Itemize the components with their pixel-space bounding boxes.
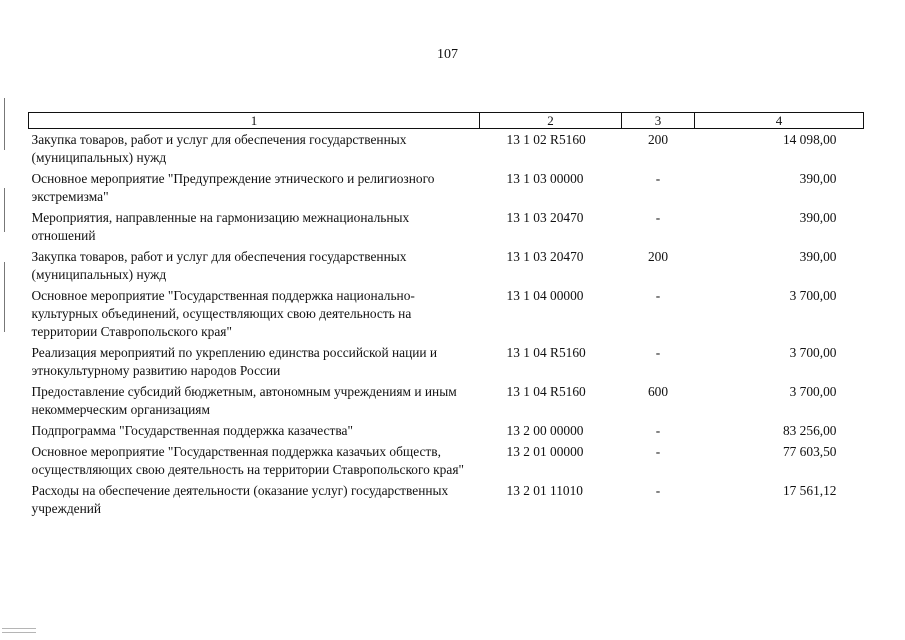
binding-margin-line <box>4 188 5 232</box>
row-type: - <box>655 288 661 303</box>
row-name: Реализация мероприятий по укреплению единства российской нации и этнокультурному развитию народов России <box>31 345 438 378</box>
table-row <box>29 482 864 521</box>
row-type: - <box>655 423 661 438</box>
row-code: 13 1 04 00000 <box>506 288 584 303</box>
row-amount: 390,00 <box>799 210 837 225</box>
row-name: Предоставление субсидий бюджетным, автономным учреждениям и иным некоммерческим организациям <box>31 384 457 417</box>
column-header-4: 4 <box>695 113 864 129</box>
row-code: 13 2 00 00000 <box>506 423 584 438</box>
row-amount: 3 700,00 <box>789 288 837 303</box>
row-code: 13 2 01 11010 <box>506 483 583 498</box>
row-code: 13 1 02 R5160 <box>506 132 586 147</box>
row-type: 200 <box>647 249 669 264</box>
row-code: 13 1 03 20470 <box>506 210 584 225</box>
row-amount: 83 256,00 <box>782 423 837 438</box>
table-row <box>29 422 864 443</box>
binding-margin-line <box>4 262 5 332</box>
row-amount: 390,00 <box>799 171 837 186</box>
row-name: Основное мероприятие "Государственная поддержка казачьих обществ, осуществляющих свою деятельность на территории Ставропольского края" <box>31 444 464 477</box>
row-name: Основное мероприятие "Государственная поддержка национально-культурных объединений, осуществляющих свою деятельность на территории Ставропольского края" <box>31 288 415 339</box>
row-amount: 3 700,00 <box>789 384 837 399</box>
row-amount: 14 098,00 <box>782 132 837 147</box>
table-row <box>29 209 864 248</box>
column-header-3: 3 <box>622 113 695 129</box>
table-row <box>29 248 864 287</box>
table-row <box>29 443 864 482</box>
row-type: 600 <box>647 384 669 399</box>
row-name: Закупка товаров, работ и услуг для обеспечения государственных (муниципальных) нужд <box>31 132 407 165</box>
row-type: - <box>655 444 661 459</box>
table-row <box>29 170 864 209</box>
row-code: 13 1 04 R5160 <box>506 384 586 399</box>
scan-corner-mark <box>2 628 36 633</box>
row-amount: 390,00 <box>799 249 837 264</box>
row-type: - <box>655 345 661 360</box>
row-code: 13 1 03 20470 <box>506 249 584 264</box>
row-amount: 3 700,00 <box>789 345 837 360</box>
table-row <box>29 383 864 422</box>
row-name: Подпрограмма "Государственная поддержка казачества" <box>31 423 353 438</box>
table-row <box>29 287 864 344</box>
row-name: Расходы на обеспечение деятельности (оказание услуг) государственных учреждений <box>31 483 449 516</box>
row-type: 200 <box>647 132 669 147</box>
row-name: Основное мероприятие "Предупреждение этнического и религиозного экстремизма" <box>31 171 435 204</box>
row-amount: 77 603,50 <box>782 444 837 459</box>
binding-margin-line <box>4 98 5 150</box>
column-header-1: 1 <box>29 113 480 129</box>
row-type: - <box>655 210 661 225</box>
row-code: 13 1 04 R5160 <box>506 345 586 360</box>
table-row <box>29 344 864 383</box>
row-type: - <box>655 483 661 498</box>
row-type: - <box>655 171 661 186</box>
budget-table <box>28 112 864 521</box>
table-header-row <box>29 113 864 129</box>
row-name: Мероприятия, направленные на гармонизацию межнациональных отношений <box>31 210 410 243</box>
row-code: 13 2 01 00000 <box>506 444 584 459</box>
table-row <box>29 129 864 171</box>
row-name: Закупка товаров, работ и услуг для обеспечения государственных (муниципальных) нужд <box>31 249 407 282</box>
page-number: 107 <box>437 47 458 62</box>
row-amount: 17 561,12 <box>782 483 837 498</box>
row-code: 13 1 03 00000 <box>506 171 584 186</box>
column-header-2: 2 <box>480 113 622 129</box>
